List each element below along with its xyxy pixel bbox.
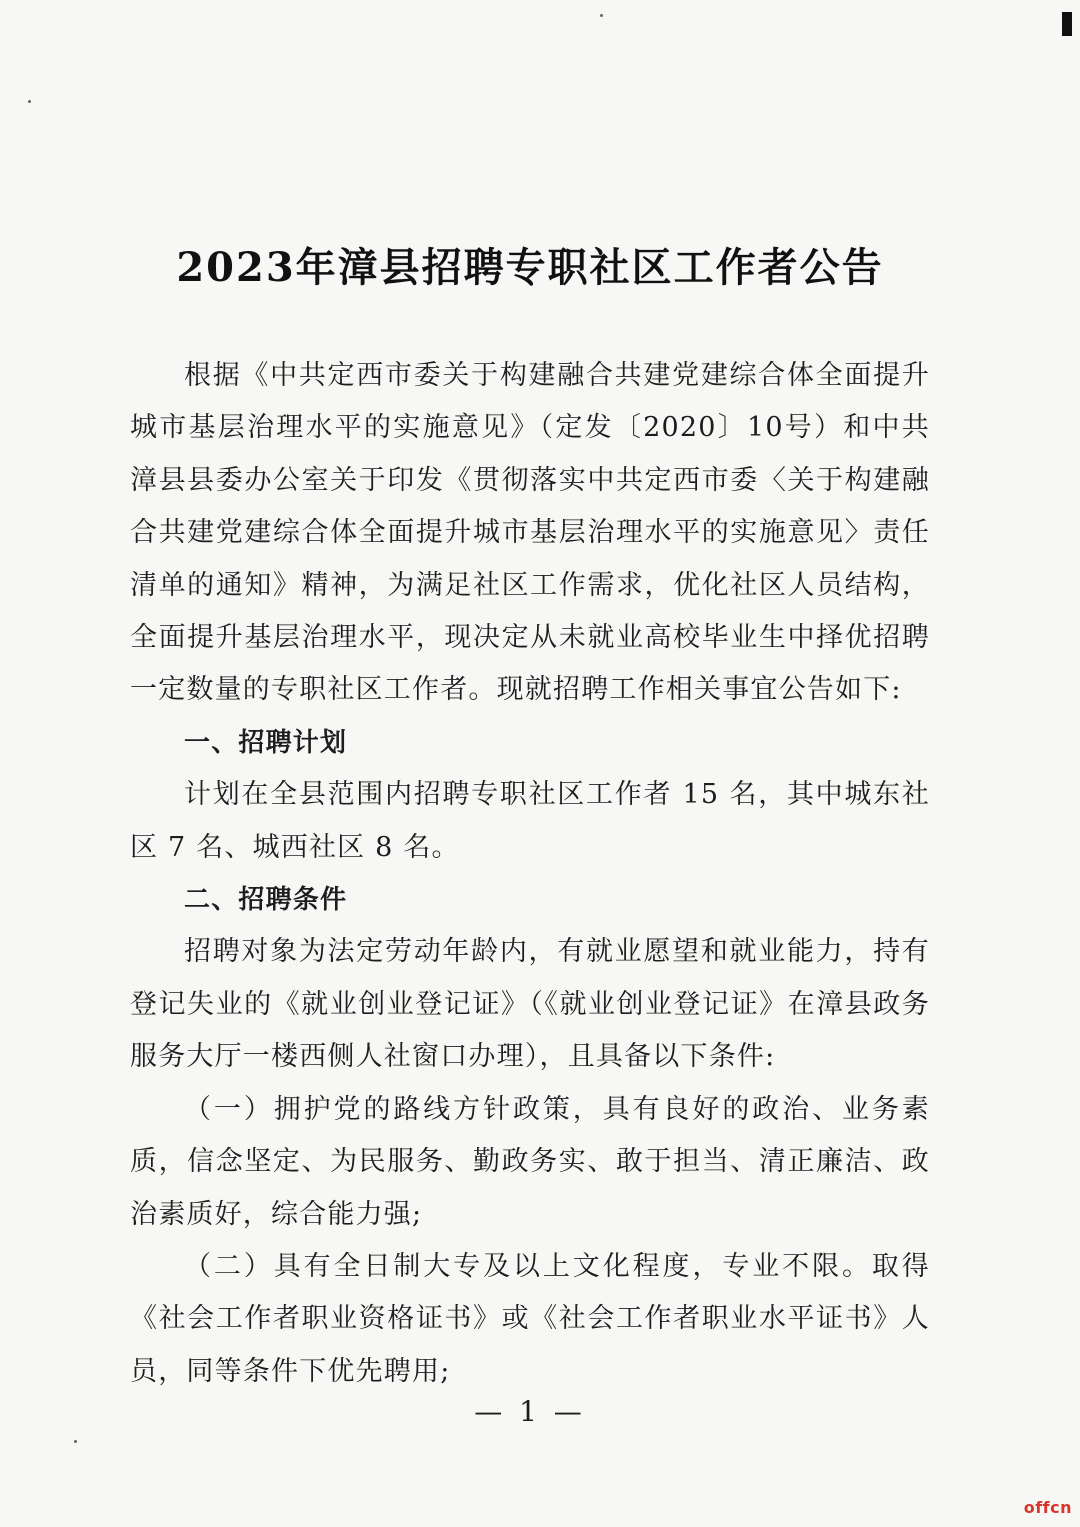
scan-speck	[28, 100, 31, 103]
document-body	[130, 350, 930, 1398]
scan-edge-mark	[1062, 12, 1072, 36]
condition-item-2: （二）具有全日制大专及以上文化程度，专业不限。取得《社会工作者职业资格证书》或《社会工作者职业水平证书》人员，同等条件下优先聘用;	[130, 1250, 930, 1387]
section-heading-plan: 一、招聘计划	[184, 727, 348, 758]
watermark-logo: offcn	[1023, 1498, 1072, 1517]
document-title: 2023年漳县招聘专职社区工作者公告	[176, 244, 884, 291]
page-number: — 1 —	[474, 1395, 586, 1428]
intro-paragraph: 根据《中共定西市委关于构建融合共建党建综合体全面提升城市基层治理水平的实施意见》（定发〔2020〕10号）和中共漳县县委办公室关于印发《贯彻落实中共定西市委〈关于构建融合共建党建综合体全面提升城市基层治理水平的实施意见〉责任清单的通知》精神，为满足社区工作需求，优化社区人员结构，全面提升基层治理水平，现决定从未就业高校毕业生中择优招聘一定数量的专职社区工作者。现就招聘工作相关事宜公告如下:	[130, 360, 930, 706]
section-heading-conditions: 二、招聘条件	[184, 885, 348, 916]
conditions-paragraph: 招聘对象为法定劳动年龄内，有就业愿望和就业能力，持有登记失业的《就业创业登记证》（《就业创业登记证》在漳县政务服务大厅一楼西侧人社窗口办理），且具备以下条件:	[130, 936, 930, 1073]
scan-speck	[600, 14, 603, 17]
scan-speck	[74, 1440, 77, 1443]
plan-paragraph: 计划在全县范围内招聘专职社区工作者 15 名，其中城东社区 7 名、城西社区 8 名。	[130, 779, 930, 863]
condition-item-1: （一）拥护党的路线方针政策，具有良好的政治、业务素质，信念坚定、为民服务、勤政务实、敢于担当、清正廉洁、政治素质好，综合能力强;	[130, 1093, 930, 1230]
